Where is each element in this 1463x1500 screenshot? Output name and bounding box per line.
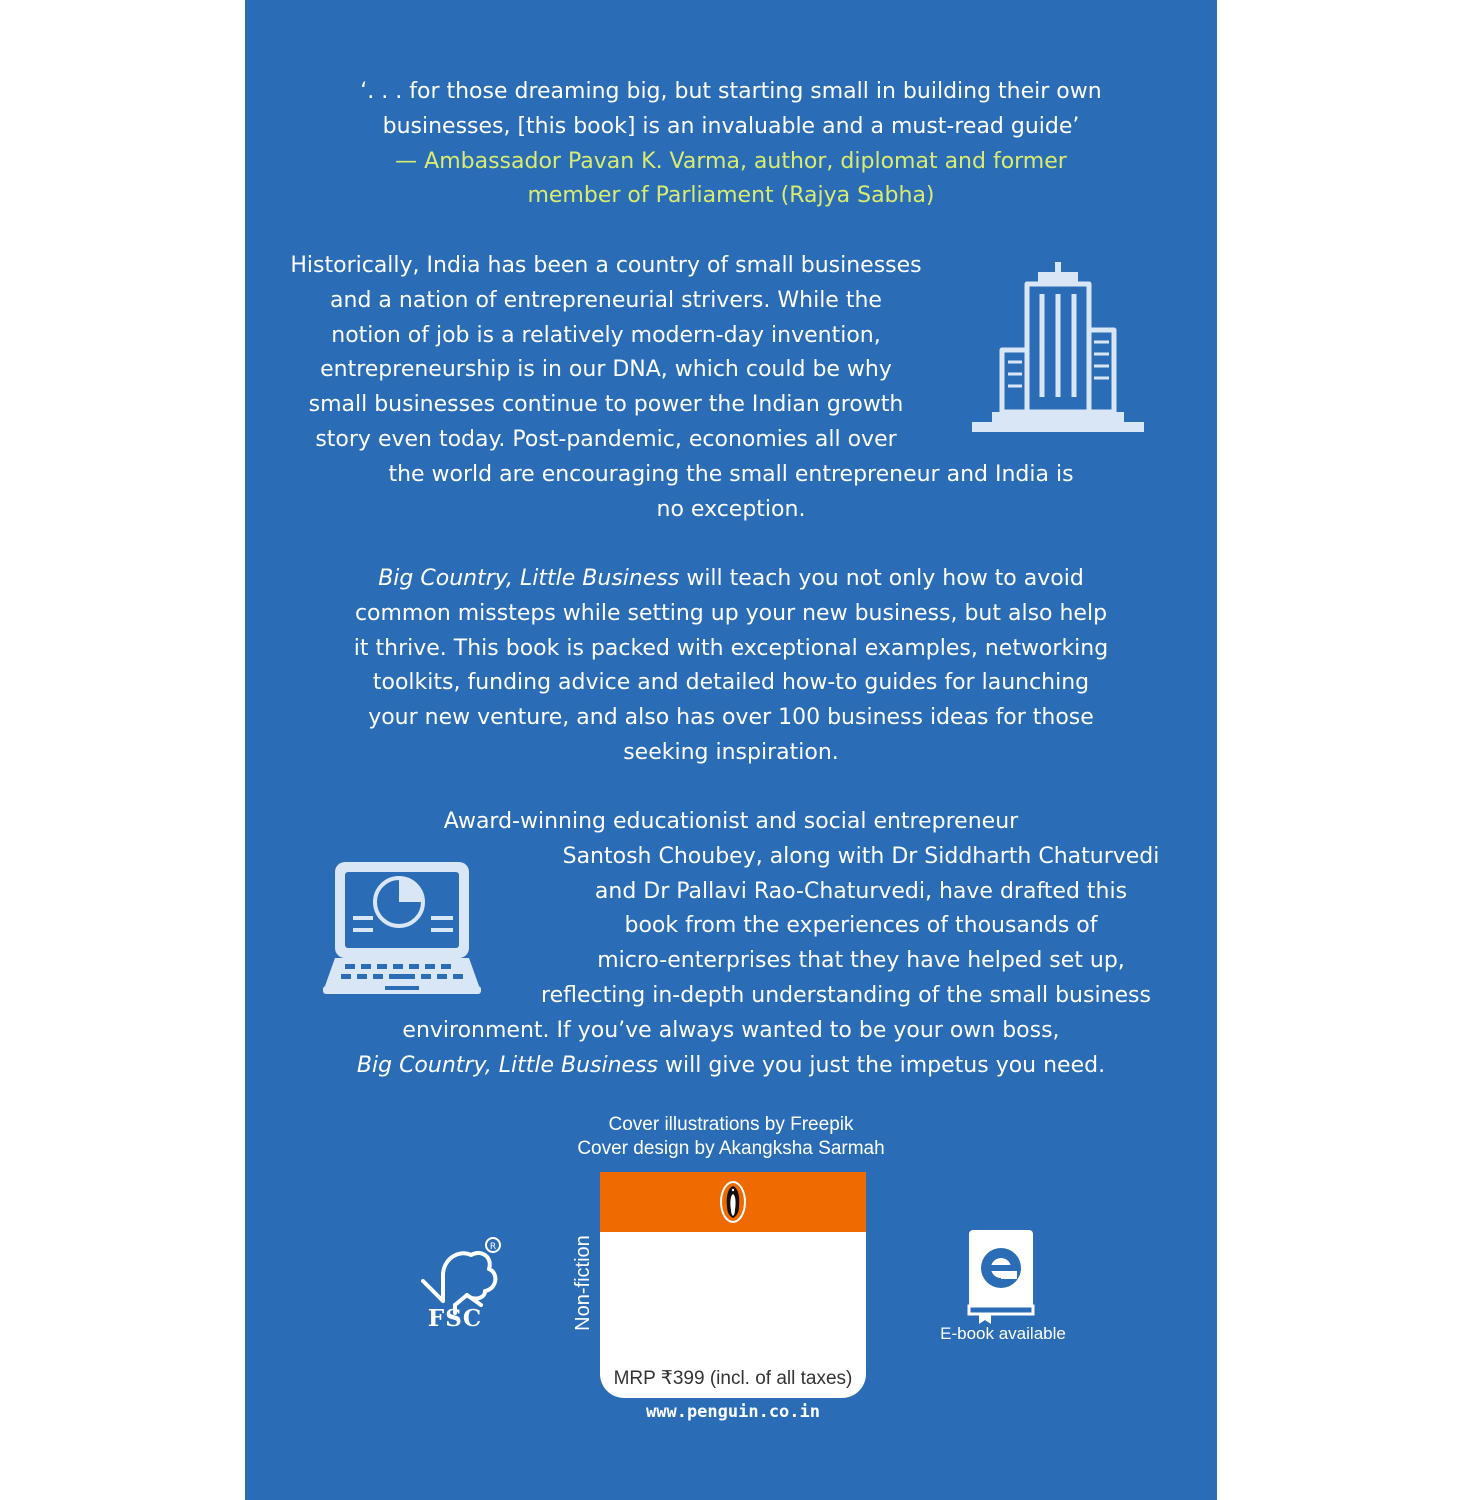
publisher-band: [600, 1172, 866, 1232]
price-text: MRP ₹399 (incl. of all taxes): [613, 1368, 853, 1389]
svg-text:R: R: [489, 1242, 497, 1252]
text-line: [245, 1049, 1217, 1084]
text-line: toolkits, funding advice and detailed how-to guides for launching: [372, 670, 1090, 696]
text-fragment: will teach you not only how to avoid: [679, 566, 1084, 591]
text-line: story even today. Post-pandemic, economies all over: [315, 426, 897, 452]
text-line: and a nation of entrepreneurial strivers. While the: [330, 287, 882, 313]
text-line: environment. If you’ve always wanted to be your own boss,: [402, 1017, 1060, 1043]
text-line: micro-enterprises that they have helped set up,: [597, 948, 1125, 974]
category-label: Non-fiction: [572, 1235, 594, 1331]
endorsement-quote: [245, 75, 1217, 214]
design-credit: Cover design by Akangksha Sarmah: [577, 1138, 885, 1159]
text-line: small businesses continue to power the Indian growth: [308, 392, 904, 418]
ebook-label: E-book available: [940, 1324, 1066, 1343]
publisher-url: www.penguin.co.in: [646, 1402, 820, 1422]
text-line: seeking inspiration.: [623, 739, 839, 765]
quote-attribution: member of Parliament (Rajya Sabha): [527, 183, 935, 209]
text-line: no exception.: [656, 496, 806, 522]
text-fragment: will give you just the impetus you need.: [658, 1052, 1106, 1078]
text-line: notion of job is a relatively modern-day invention,: [331, 322, 881, 348]
illustration-credit: Cover illustrations by Freepik: [608, 1114, 854, 1135]
building-icon: [972, 262, 1144, 438]
ebook-icon: [967, 1228, 1035, 1324]
text-line: and Dr Pallavi Rao-Chaturvedi, have drafted this: [594, 878, 1128, 904]
quote-line: ‘. . . for those dreaming big, but starting small in building their own: [360, 79, 1102, 104]
penguin-logo: [718, 1180, 748, 1224]
quote-line: businesses, [this book] is an invaluable and a must-read guide’: [382, 113, 1080, 139]
text-line: common missteps while setting up your new business, but also help: [354, 600, 1108, 626]
text-line: entrepreneurship is in our DNA, which could be why: [320, 357, 892, 383]
fsc-label: FSC: [427, 1305, 483, 1332]
text-line: your new venture, and also has over 100 business ideas for those: [368, 705, 1094, 731]
book-title: Big Country, Little Business: [378, 566, 680, 591]
quote-attribution: — Ambassador Pavan K. Varma, author, diplomat and former: [395, 148, 1067, 174]
text-line: book from the experiences of thousands of: [624, 913, 1098, 939]
text-line: Historically, India has been a country of small businesses: [290, 253, 922, 278]
text-line: it thrive. This book is packed with exceptional examples, networking: [353, 635, 1109, 661]
laptop-chart-icon: [323, 858, 481, 998]
text-line: Award-winning educationist and social entrepreneur: [443, 809, 1019, 834]
book-title: Big Country, Little Business: [356, 1052, 659, 1078]
text-line: the world are encouraging the small entrepreneur and India is: [388, 461, 1074, 487]
price-label: [600, 1172, 866, 1398]
blurb-paragraph-2: [245, 562, 1217, 771]
back-cover: [245, 0, 1217, 1500]
text-line: reflecting in-depth understanding of the small business: [541, 982, 1151, 1008]
cover-credits: [245, 1113, 1217, 1161]
text-line: Santosh Choubey, along with Dr Siddharth Chaturvedi: [562, 843, 1160, 869]
text-line: [245, 562, 1217, 597]
